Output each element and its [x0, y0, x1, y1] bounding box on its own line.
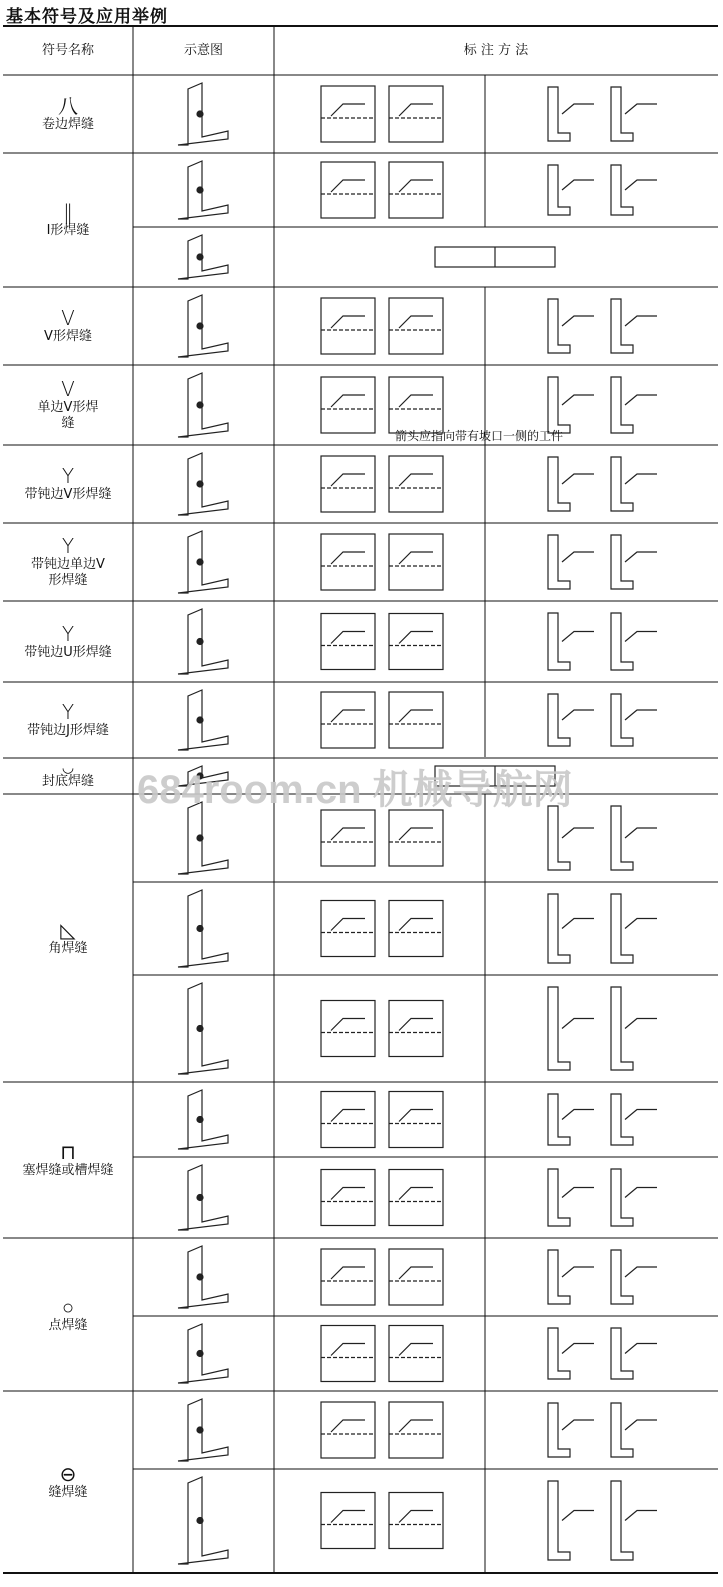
profile-sketch [548, 535, 570, 589]
profile-sketch [548, 1481, 570, 1560]
profile-sketch [611, 694, 633, 746]
weld-dot [197, 481, 203, 487]
method-box [389, 692, 443, 748]
profile-sketch [611, 535, 633, 589]
profile-sketch [548, 613, 570, 670]
leader-line [625, 710, 657, 720]
weld-dot [197, 323, 203, 329]
arrow-note: 箭头应指向带有坡口一侧的工件 [395, 429, 564, 443]
back-symbol: ◡ [61, 760, 75, 776]
row-y-weld [3, 445, 133, 523]
leader-line [562, 1267, 594, 1277]
method-box [389, 1326, 443, 1382]
profile-sketch [611, 894, 633, 963]
profile-sketch [611, 613, 633, 670]
row-label: 卷边焊缝 [41, 117, 94, 132]
method-box [321, 1493, 375, 1549]
weld-dot [197, 1117, 203, 1123]
method-box [389, 614, 443, 670]
leader-line [331, 919, 365, 931]
method-box [321, 1402, 375, 1458]
spot-symbol: ○ [61, 1294, 75, 1319]
leader-line [331, 1019, 365, 1031]
method-box [389, 1170, 443, 1226]
method-box [321, 1170, 375, 1226]
profile-sketch [611, 1250, 633, 1304]
profile-sketch [548, 1169, 570, 1226]
profile-sketch [548, 806, 570, 870]
leader-line [562, 316, 594, 326]
row-j-weld [3, 682, 133, 758]
leader-line [399, 1511, 433, 1523]
row-label: 带钝边U形焊缝 [24, 644, 112, 660]
profile-sketch [548, 299, 570, 353]
method-box [389, 1493, 443, 1549]
weld-dot [197, 717, 203, 723]
leader-line [331, 395, 365, 407]
weld-dot [197, 1427, 203, 1433]
header-diagram: 示意图 [183, 43, 223, 58]
leader-line [562, 919, 594, 929]
weld-dot [197, 1026, 203, 1032]
leader-line [625, 1344, 657, 1354]
leader-line [562, 632, 594, 642]
method-box [389, 1092, 443, 1148]
row-label: 封底焊缝 [41, 774, 94, 789]
leader-line [399, 180, 433, 192]
profile-sketch [611, 457, 633, 511]
leader-line [399, 828, 433, 840]
leader-line [331, 1511, 365, 1523]
profile-sketch [548, 1403, 570, 1457]
leader-line [331, 316, 365, 328]
row-label: 带钝边J形焊缝 [27, 723, 109, 738]
weld-dot [197, 254, 203, 260]
leader-line [625, 828, 657, 838]
profile-sketch [548, 1094, 570, 1145]
method-box [321, 614, 375, 670]
leader-line [331, 474, 365, 486]
leader-line [331, 104, 365, 116]
profile-sketch [548, 377, 570, 433]
header-method: 标 注 方 法 [463, 43, 529, 58]
weld-dot [197, 1195, 203, 1201]
leader-line [399, 632, 433, 644]
row-label: 带钝边V形焊缝 [24, 487, 112, 502]
leader-line [625, 1511, 657, 1521]
leader-line [331, 632, 365, 644]
method-box [321, 901, 375, 957]
method-box [389, 1402, 443, 1458]
weld-dot [197, 559, 203, 565]
leader-line [399, 1188, 433, 1200]
leader-line [562, 104, 594, 114]
profile-sketch [548, 87, 570, 141]
method-box [321, 86, 375, 142]
leader-line [625, 395, 657, 405]
profile-sketch [548, 1250, 570, 1304]
method-box [321, 1326, 375, 1382]
row-label: 点焊缝 [48, 1317, 88, 1333]
leader-line [562, 1511, 594, 1521]
row-single-y-weld [3, 523, 133, 601]
profile-sketch [548, 894, 570, 963]
leader-line [331, 1344, 365, 1356]
weld-dot [197, 835, 203, 841]
method-box [389, 162, 443, 218]
row-label: 带钝边单边V形焊缝 [31, 557, 105, 588]
row-u-weld [3, 601, 133, 682]
leader-line [399, 1344, 433, 1356]
leader-line [331, 1110, 365, 1122]
method-box [321, 298, 375, 354]
leader-line [399, 1110, 433, 1122]
method-box [389, 377, 443, 433]
weld-dot [197, 1518, 203, 1524]
leader-line [399, 552, 433, 564]
method-box [389, 901, 443, 957]
weld-dot [197, 639, 203, 645]
row-v-weld [3, 287, 133, 365]
leader-line [562, 1019, 594, 1029]
method-box [321, 1092, 375, 1148]
leader-line [399, 1019, 433, 1031]
row-label: V形焊缝 [44, 329, 92, 344]
leader-line [331, 1267, 365, 1279]
profile-sketch [611, 87, 633, 141]
leader-line [562, 710, 594, 720]
method-box [321, 810, 375, 866]
leader-line [562, 1420, 594, 1430]
row-label: 塞焊缝或槽焊缝 [22, 1163, 114, 1178]
profile-sketch [611, 1328, 633, 1379]
method-box [321, 162, 375, 218]
leader-line [399, 316, 433, 328]
profile-sketch [548, 1328, 570, 1379]
profile-sketch [611, 987, 633, 1070]
leader-line [625, 316, 657, 326]
j-symbol: Y [61, 700, 75, 724]
leader-line [331, 1188, 365, 1200]
profile-sketch [611, 1403, 633, 1457]
leader-line [625, 180, 657, 190]
leader-line [625, 632, 657, 642]
profile-sketch [548, 457, 570, 511]
row-seam-weld [3, 1391, 133, 1572]
row-spot-weld [3, 1238, 133, 1391]
leader-line [562, 180, 594, 190]
method-box [389, 810, 443, 866]
leader-line [399, 1267, 433, 1279]
plug-symbol: ⊓ [60, 1140, 76, 1164]
leader-line [331, 552, 365, 564]
leader-line [399, 710, 433, 722]
leader-line [562, 1344, 594, 1354]
leader-line [399, 474, 433, 486]
leader-line [562, 552, 594, 562]
leader-line [625, 1188, 657, 1198]
method-box [389, 1001, 443, 1057]
leader-line [399, 104, 433, 116]
profile-sketch [611, 1481, 633, 1560]
leader-line [625, 474, 657, 484]
row-label: 缝焊缝 [48, 1484, 88, 1500]
leader-line [625, 1420, 657, 1430]
i-symbol: ‖ [63, 200, 73, 224]
profile-sketch [611, 299, 633, 353]
u-symbol: Y [61, 621, 75, 646]
leader-line [399, 395, 433, 407]
single-y-symbol: Y [61, 534, 75, 558]
header-name: 符号名称 [41, 43, 94, 58]
leader-line [562, 1188, 594, 1198]
leader-line [331, 1420, 365, 1432]
profile-sketch [548, 987, 570, 1070]
method-box [389, 456, 443, 512]
weld-dot [197, 1351, 203, 1357]
row-label: I形焊缝 [46, 223, 90, 238]
method-box [389, 1249, 443, 1305]
leader-line [625, 1110, 657, 1120]
row-fillet-weld [3, 794, 133, 1082]
leader-line [331, 180, 365, 192]
method-box [389, 298, 443, 354]
method-box [321, 456, 375, 512]
watermark: 684room.cn 机械导航网 [137, 768, 573, 812]
profile-sketch [611, 1094, 633, 1145]
row-plug-weld [3, 1082, 133, 1238]
leader-line [399, 919, 433, 931]
page-title: 基本符号及应用举例 [6, 7, 168, 27]
leader-line [625, 1267, 657, 1277]
leader-line [562, 828, 594, 838]
single-v-symbol: V [61, 377, 75, 401]
weld-dot [197, 111, 203, 117]
leader-line [331, 828, 365, 840]
profile-sketch [548, 694, 570, 746]
seam-symbol: ⊖ [59, 1461, 77, 1486]
leader-line [625, 1019, 657, 1029]
fillet-symbol: ◺ [60, 918, 76, 942]
row-single-v-weld [3, 365, 133, 445]
weld-dot [197, 187, 203, 193]
profile-sketch [611, 806, 633, 870]
leader-line [399, 1420, 433, 1432]
row-curl-weld [3, 75, 133, 153]
leader-line [331, 710, 365, 722]
method-box [321, 377, 375, 433]
leader-line [562, 1110, 594, 1120]
method-box [321, 1001, 375, 1057]
curl-symbol: 八 [58, 94, 78, 118]
method-box [389, 86, 443, 142]
profile-sketch [611, 1169, 633, 1226]
leader-line [562, 474, 594, 484]
row-back-weld [3, 758, 133, 794]
profile-sketch [611, 165, 633, 215]
weld-dot [197, 926, 203, 932]
method-box [321, 534, 375, 590]
method-box [321, 692, 375, 748]
weld-dot [197, 402, 203, 408]
weld-dot [197, 1274, 203, 1280]
v-symbol: V [61, 306, 75, 330]
row-label: 角焊缝 [48, 941, 88, 956]
profile-sketch [548, 165, 570, 215]
leader-line [562, 395, 594, 405]
profile-sketch [611, 377, 633, 433]
method-box [389, 534, 443, 590]
row-label: 单边V形焊缝 [37, 400, 99, 431]
leader-line [625, 919, 657, 929]
row-i-weld [3, 153, 133, 287]
leader-line [625, 552, 657, 562]
leader-line [625, 104, 657, 114]
method-box [321, 1249, 375, 1305]
y-symbol: Y [61, 464, 75, 488]
